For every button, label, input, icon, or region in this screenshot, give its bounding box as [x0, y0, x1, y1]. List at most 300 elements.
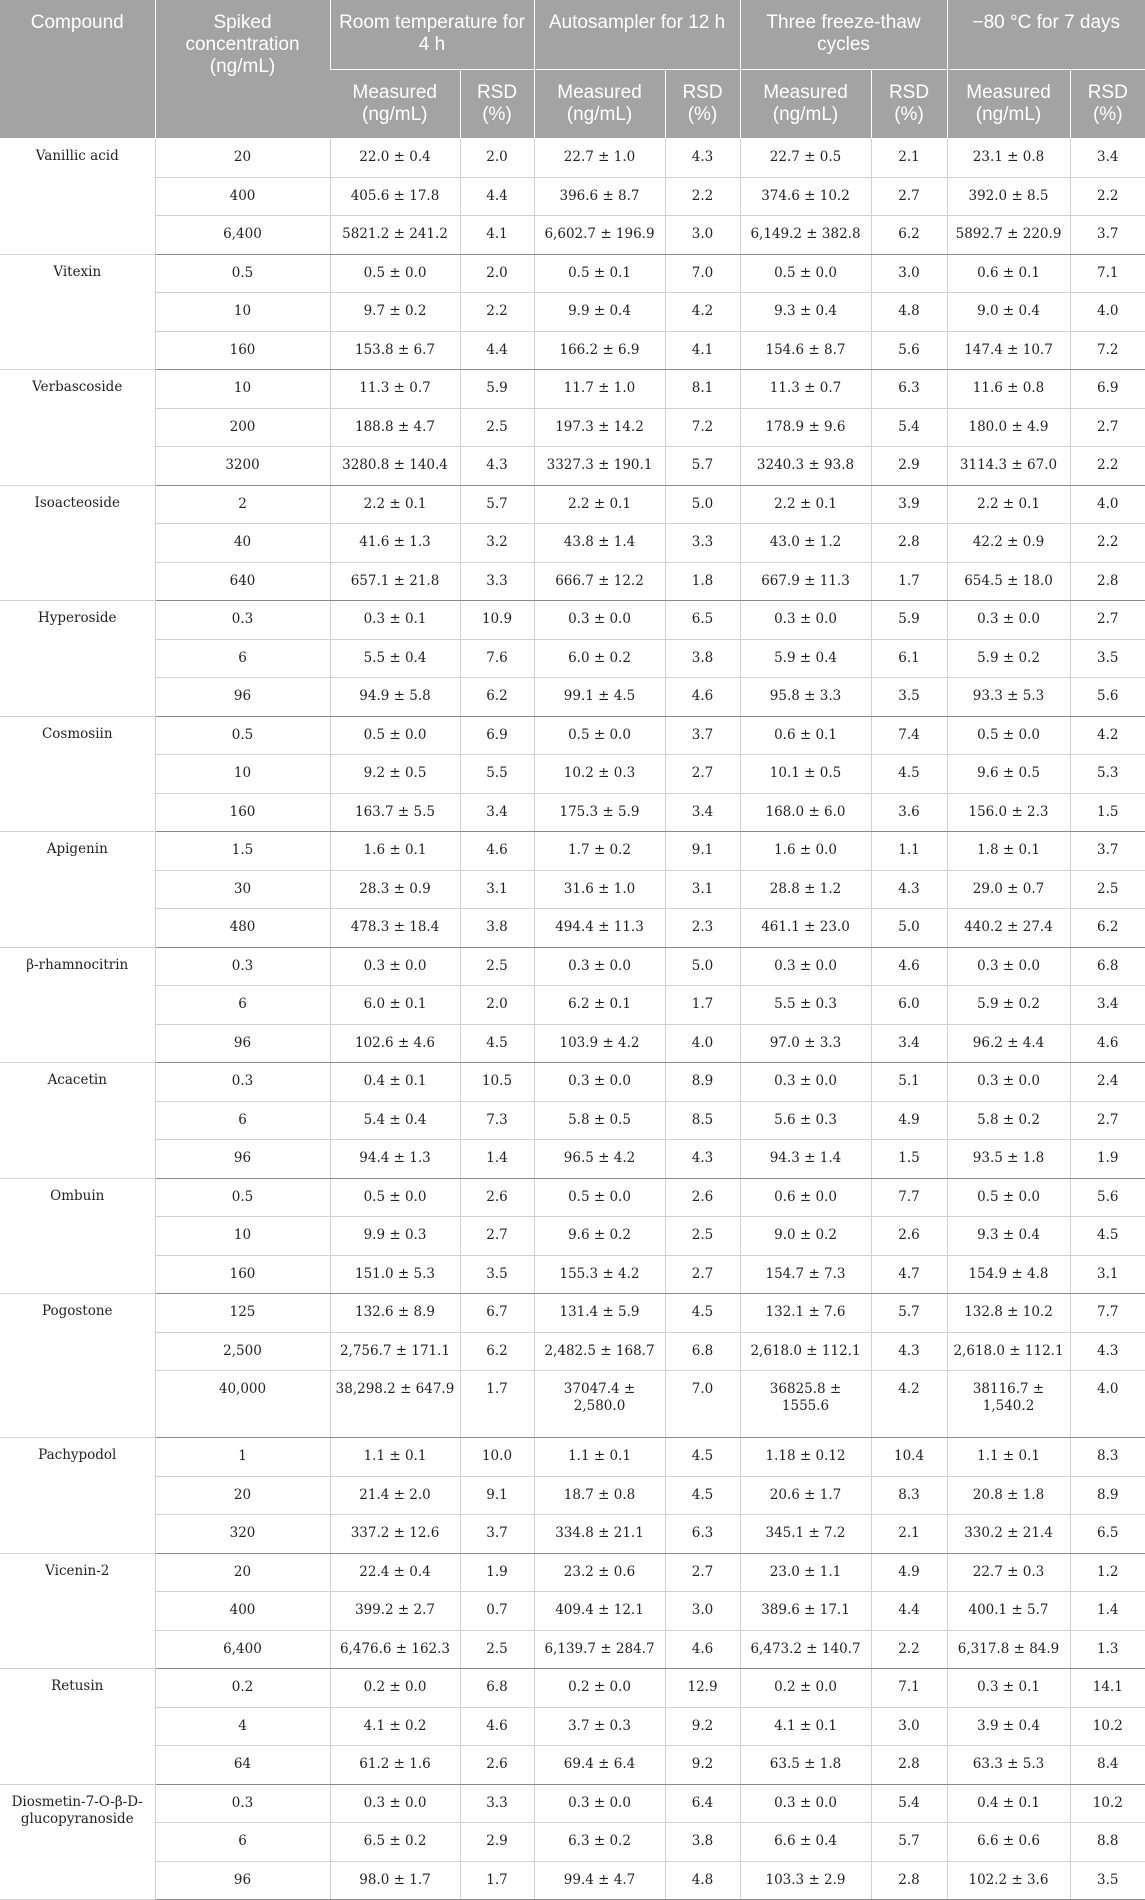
rsd-cell: 1.4	[1070, 1592, 1145, 1631]
rsd-cell: 2.5	[665, 1217, 740, 1256]
measured-cell: 0.3 ± 0.0	[740, 601, 871, 640]
measured-cell: 132.6 ± 8.9	[330, 1294, 460, 1333]
rsd-cell: 7.2	[665, 408, 740, 447]
compound-cell: Isoacteoside	[0, 485, 155, 601]
rsd-cell: 2.7	[460, 1217, 534, 1256]
spiked-cell: 10	[155, 1217, 330, 1256]
measured-cell: 0.3 ± 0.0	[947, 601, 1070, 640]
measured-cell: 154.6 ± 8.7	[740, 331, 871, 370]
rsd-cell: 2.7	[1070, 601, 1145, 640]
rsd-cell: 7.0	[665, 1371, 740, 1438]
table-row	[0, 1630, 1145, 1669]
measured-cell: 0.5 ± 0.0	[534, 1178, 665, 1217]
table-row	[0, 639, 1145, 678]
rsd-cell: 3.7	[460, 1515, 534, 1554]
measured-cell: 94.4 ± 1.3	[330, 1140, 460, 1179]
table-row	[0, 1332, 1145, 1371]
measured-cell: 0.3 ± 0.0	[534, 1063, 665, 1102]
measured-cell: 0.3 ± 0.0	[330, 947, 460, 986]
measured-cell: 657.1 ± 21.8	[330, 562, 460, 601]
rsd-cell: 4.9	[871, 1553, 947, 1592]
rsd-cell: 8.4	[1070, 1746, 1145, 1785]
table-row	[0, 1784, 1145, 1823]
measured-cell: 9.9 ± 0.4	[534, 293, 665, 332]
measured-cell: 38,298.2 ± 647.9	[330, 1371, 460, 1438]
measured-cell: 1.7 ± 0.2	[534, 832, 665, 871]
measured-cell: 461.1 ± 23.0	[740, 909, 871, 948]
compound-cell: Cosmosiin	[0, 716, 155, 832]
rsd-cell: 2.7	[665, 1553, 740, 1592]
spiked-cell: 1.5	[155, 832, 330, 871]
rsd-cell: 8.9	[1070, 1476, 1145, 1515]
spiked-cell: 10	[155, 755, 330, 794]
measured-cell: 5.5 ± 0.4	[330, 639, 460, 678]
measured-cell: 94.9 ± 5.8	[330, 678, 460, 717]
rsd-cell: 6.0	[871, 986, 947, 1025]
rsd-cell: 2.6	[871, 1217, 947, 1256]
table-row	[0, 370, 1145, 409]
rsd-cell: 14.1	[1070, 1669, 1145, 1708]
rsd-cell: 1.7	[871, 562, 947, 601]
rsd-cell: 2.2	[665, 177, 740, 216]
measured-cell: 399.2 ± 2.7	[330, 1592, 460, 1631]
table-body	[0, 139, 1145, 1900]
measured-cell: 6,139.7 ± 284.7	[534, 1630, 665, 1669]
measured-cell: 18.7 ± 0.8	[534, 1476, 665, 1515]
rsd-cell: 5.1	[871, 1063, 947, 1102]
rsd-cell: 3.1	[460, 870, 534, 909]
table-row	[0, 524, 1145, 563]
measured-cell: 103.3 ± 2.9	[740, 1861, 871, 1900]
measured-cell: 96.2 ± 4.4	[947, 1024, 1070, 1063]
measured-cell: 6.0 ± 0.2	[534, 639, 665, 678]
rsd-cell: 5.7	[665, 447, 740, 486]
measured-cell: 180.0 ± 4.9	[947, 408, 1070, 447]
spiked-cell: 0.5	[155, 1178, 330, 1217]
table-row	[0, 986, 1145, 1025]
compound-cell: Diosmetin-7-O-β-D-glucopyranoside	[0, 1784, 155, 1900]
spiked-cell: 30	[155, 870, 330, 909]
measured-cell: 154.9 ± 4.8	[947, 1255, 1070, 1294]
rsd-cell: 2.8	[871, 1861, 947, 1900]
spiked-cell: 20	[155, 139, 330, 178]
header-rsd: RSD (%)	[665, 70, 740, 139]
rsd-cell: 4.6	[460, 1707, 534, 1746]
spiked-cell: 6	[155, 639, 330, 678]
rsd-cell: 4.2	[665, 293, 740, 332]
measured-cell: 6,602.7 ± 196.9	[534, 216, 665, 255]
spiked-cell: 3200	[155, 447, 330, 486]
measured-cell: 0.3 ± 0.0	[534, 947, 665, 986]
rsd-cell: 5.4	[871, 1784, 947, 1823]
rsd-cell: 4.6	[665, 678, 740, 717]
measured-cell: 2.2 ± 0.1	[947, 485, 1070, 524]
rsd-cell: 10.5	[460, 1063, 534, 1102]
measured-cell: 0.3 ± 0.0	[947, 947, 1070, 986]
measured-cell: 22.7 ± 0.5	[740, 139, 871, 178]
rsd-cell: 2.5	[460, 947, 534, 986]
measured-cell: 6.2 ± 0.1	[534, 986, 665, 1025]
spiked-cell: 40	[155, 524, 330, 563]
measured-cell: 9.0 ± 0.2	[740, 1217, 871, 1256]
rsd-cell: 6.5	[665, 601, 740, 640]
measured-cell: 1.6 ± 0.1	[330, 832, 460, 871]
measured-cell: 38116.7 ± 1,540.2	[947, 1371, 1070, 1438]
spiked-cell: 10	[155, 293, 330, 332]
rsd-cell: 4.6	[1070, 1024, 1145, 1063]
rsd-cell: 1.5	[1070, 793, 1145, 832]
rsd-cell: 7.0	[665, 254, 740, 293]
rsd-cell: 4.1	[460, 216, 534, 255]
measured-cell: 21.4 ± 2.0	[330, 1476, 460, 1515]
spiked-cell: 0.2	[155, 1669, 330, 1708]
rsd-cell: 6.7	[460, 1294, 534, 1333]
measured-cell: 2.2 ± 0.1	[330, 485, 460, 524]
rsd-cell: 10.9	[460, 601, 534, 640]
measured-cell: 103.9 ± 4.2	[534, 1024, 665, 1063]
table-row	[0, 331, 1145, 370]
table-row	[0, 485, 1145, 524]
measured-cell: 197.3 ± 14.2	[534, 408, 665, 447]
header-freeze-thaw: Three freeze-thaw cycles	[740, 0, 947, 70]
rsd-cell: 10.2	[1070, 1784, 1145, 1823]
measured-cell: 6.0 ± 0.1	[330, 986, 460, 1025]
compound-cell: Retusin	[0, 1669, 155, 1785]
rsd-cell: 4.8	[665, 1861, 740, 1900]
compound-cell: Verbascoside	[0, 370, 155, 486]
header-spiked-concentration: Spiked concentration (ng/mL)	[155, 0, 330, 139]
measured-cell: 0.5 ± 0.0	[740, 254, 871, 293]
header-measured: Measured (ng/mL)	[740, 70, 871, 139]
measured-cell: 151.0 ± 5.3	[330, 1255, 460, 1294]
rsd-cell: 5.7	[871, 1823, 947, 1862]
rsd-cell: 4.5	[665, 1294, 740, 1333]
measured-cell: 131.4 ± 5.9	[534, 1294, 665, 1333]
table-row	[0, 1707, 1145, 1746]
spiked-cell: 160	[155, 1255, 330, 1294]
measured-cell: 0.5 ± 0.0	[947, 716, 1070, 755]
measured-cell: 6,476.6 ± 162.3	[330, 1630, 460, 1669]
measured-cell: 3280.8 ± 140.4	[330, 447, 460, 486]
measured-cell: 42.2 ± 0.9	[947, 524, 1070, 563]
header-autosampler: Autosampler for 12 h	[534, 0, 740, 70]
rsd-cell: 2.5	[460, 1630, 534, 1669]
spiked-cell: 160	[155, 793, 330, 832]
measured-cell: 389.6 ± 17.1	[740, 1592, 871, 1631]
rsd-cell: 1.2	[1070, 1553, 1145, 1592]
rsd-cell: 9.1	[460, 1476, 534, 1515]
spiked-cell: 160	[155, 331, 330, 370]
table-row	[0, 1823, 1145, 1862]
spiked-cell: 96	[155, 1861, 330, 1900]
measured-cell: 6,149.2 ± 382.8	[740, 216, 871, 255]
rsd-cell: 3.6	[871, 793, 947, 832]
rsd-cell: 3.2	[460, 524, 534, 563]
rsd-cell: 3.7	[665, 716, 740, 755]
rsd-cell: 4.0	[665, 1024, 740, 1063]
measured-cell: 3327.3 ± 190.1	[534, 447, 665, 486]
rsd-cell: 7.7	[871, 1178, 947, 1217]
measured-cell: 69.4 ± 6.4	[534, 1746, 665, 1785]
measured-cell: 6,473.2 ± 140.7	[740, 1630, 871, 1669]
measured-cell: 11.3 ± 0.7	[740, 370, 871, 409]
measured-cell: 23.2 ± 0.6	[534, 1553, 665, 1592]
table-row	[0, 139, 1145, 178]
measured-cell: 9.9 ± 0.3	[330, 1217, 460, 1256]
rsd-cell: 1.5	[871, 1140, 947, 1179]
rsd-cell: 4.4	[871, 1592, 947, 1631]
compound-cell: Apigenin	[0, 832, 155, 948]
table-row	[0, 1669, 1145, 1708]
rsd-cell: 1.1	[871, 832, 947, 871]
rsd-cell: 2.6	[460, 1746, 534, 1785]
rsd-cell: 4.5	[871, 755, 947, 794]
rsd-cell: 2.2	[871, 1630, 947, 1669]
spiked-cell: 2	[155, 485, 330, 524]
measured-cell: 11.6 ± 0.8	[947, 370, 1070, 409]
rsd-cell: 2.7	[1070, 408, 1145, 447]
measured-cell: 99.4 ± 4.7	[534, 1861, 665, 1900]
spiked-cell: 6	[155, 1101, 330, 1140]
rsd-cell: 3.8	[665, 1823, 740, 1862]
rsd-cell: 9.2	[665, 1746, 740, 1785]
spiked-cell: 400	[155, 177, 330, 216]
spiked-cell: 0.5	[155, 254, 330, 293]
measured-cell: 10.1 ± 0.5	[740, 755, 871, 794]
measured-cell: 156.0 ± 2.3	[947, 793, 1070, 832]
table-row	[0, 1294, 1145, 1333]
spiked-cell: 96	[155, 678, 330, 717]
measured-cell: 97.0 ± 3.3	[740, 1024, 871, 1063]
spiked-cell: 1	[155, 1438, 330, 1477]
measured-cell: 478.3 ± 18.4	[330, 909, 460, 948]
measured-cell: 2,482.5 ± 168.7	[534, 1332, 665, 1371]
table-row	[0, 716, 1145, 755]
measured-cell: 9.6 ± 0.5	[947, 755, 1070, 794]
compound-cell: β-rhamnocitrin	[0, 947, 155, 1063]
rsd-cell: 6.2	[460, 1332, 534, 1371]
measured-cell: 163.7 ± 5.5	[330, 793, 460, 832]
measured-cell: 99.1 ± 4.5	[534, 678, 665, 717]
measured-cell: 5.9 ± 0.4	[740, 639, 871, 678]
header-minus80: −80 °C for 7 days	[947, 0, 1145, 70]
rsd-cell: 2.8	[871, 1746, 947, 1785]
measured-cell: 667.9 ± 11.3	[740, 562, 871, 601]
rsd-cell: 3.3	[460, 562, 534, 601]
compound-cell: Vitexin	[0, 254, 155, 370]
measured-cell: 5821.2 ± 241.2	[330, 216, 460, 255]
table-row	[0, 1217, 1145, 1256]
rsd-cell: 2.9	[460, 1823, 534, 1862]
measured-cell: 0.3 ± 0.0	[740, 947, 871, 986]
rsd-cell: 8.3	[871, 1476, 947, 1515]
measured-cell: 61.2 ± 1.6	[330, 1746, 460, 1785]
measured-cell: 102.2 ± 3.6	[947, 1861, 1070, 1900]
rsd-cell: 4.7	[871, 1255, 947, 1294]
rsd-cell: 1.7	[460, 1861, 534, 1900]
measured-cell: 9.3 ± 0.4	[947, 1217, 1070, 1256]
rsd-cell: 3.5	[871, 678, 947, 717]
rsd-cell: 2.7	[871, 177, 947, 216]
header-measured: Measured (ng/mL)	[330, 70, 460, 139]
rsd-cell: 8.5	[665, 1101, 740, 1140]
rsd-cell: 4.0	[1070, 485, 1145, 524]
rsd-cell: 6.3	[871, 370, 947, 409]
rsd-cell: 4.4	[460, 331, 534, 370]
rsd-cell: 5.7	[871, 1294, 947, 1333]
measured-cell: 405.6 ± 17.8	[330, 177, 460, 216]
rsd-cell: 8.9	[665, 1063, 740, 1102]
spiked-cell: 4	[155, 1707, 330, 1746]
measured-cell: 1.1 ± 0.1	[330, 1438, 460, 1477]
measured-cell: 5.9 ± 0.2	[947, 639, 1070, 678]
measured-cell: 409.4 ± 12.1	[534, 1592, 665, 1631]
rsd-cell: 6.2	[871, 216, 947, 255]
rsd-cell: 1.7	[460, 1371, 534, 1438]
rsd-cell: 8.3	[1070, 1438, 1145, 1477]
measured-cell: 666.7 ± 12.2	[534, 562, 665, 601]
measured-cell: 2.2 ± 0.1	[740, 485, 871, 524]
measured-cell: 6.6 ± 0.6	[947, 1823, 1070, 1862]
measured-cell: 0.3 ± 0.0	[330, 1784, 460, 1823]
rsd-cell: 4.6	[665, 1630, 740, 1669]
rsd-cell: 5.0	[665, 947, 740, 986]
measured-cell: 5.6 ± 0.3	[740, 1101, 871, 1140]
rsd-cell: 5.0	[871, 909, 947, 948]
rsd-cell: 3.3	[460, 1784, 534, 1823]
rsd-cell: 4.9	[871, 1101, 947, 1140]
spiked-cell: 200	[155, 408, 330, 447]
measured-cell: 95.8 ± 3.3	[740, 678, 871, 717]
spiked-cell: 96	[155, 1024, 330, 1063]
rsd-cell: 10.2	[1070, 1707, 1145, 1746]
spiked-cell: 0.3	[155, 601, 330, 640]
measured-cell: 29.0 ± 0.7	[947, 870, 1070, 909]
table-row	[0, 1140, 1145, 1179]
compound-cell: Acacetin	[0, 1063, 155, 1179]
rsd-cell: 7.1	[1070, 254, 1145, 293]
measured-cell: 93.5 ± 1.8	[947, 1140, 1070, 1179]
measured-cell: 1.18 ± 0.12	[740, 1438, 871, 1477]
header-measured: Measured (ng/mL)	[534, 70, 665, 139]
rsd-cell: 5.6	[1070, 678, 1145, 717]
measured-cell: 345.1 ± 7.2	[740, 1515, 871, 1554]
rsd-cell: 4.8	[871, 293, 947, 332]
rsd-cell: 3.7	[1070, 216, 1145, 255]
measured-cell: 494.4 ± 11.3	[534, 909, 665, 948]
spiked-cell: 40,000	[155, 1371, 330, 1438]
spiked-cell: 0.3	[155, 947, 330, 986]
rsd-cell: 3.0	[665, 216, 740, 255]
spiked-cell: 2,500	[155, 1332, 330, 1371]
rsd-cell: 4.5	[665, 1438, 740, 1477]
rsd-cell: 6.2	[460, 678, 534, 717]
table-row	[0, 793, 1145, 832]
spiked-cell: 400	[155, 1592, 330, 1631]
measured-cell: 0.3 ± 0.0	[534, 601, 665, 640]
table-row	[0, 1861, 1145, 1900]
measured-cell: 132.8 ± 10.2	[947, 1294, 1070, 1333]
measured-cell: 31.6 ± 1.0	[534, 870, 665, 909]
compound-cell: Pogostone	[0, 1294, 155, 1438]
header-rsd: RSD (%)	[460, 70, 534, 139]
measured-cell: 1.1 ± 0.1	[947, 1438, 1070, 1477]
measured-cell: 93.3 ± 5.3	[947, 678, 1070, 717]
measured-cell: 3.9 ± 0.4	[947, 1707, 1070, 1746]
measured-cell: 23.0 ± 1.1	[740, 1553, 871, 1592]
rsd-cell: 2.0	[460, 986, 534, 1025]
rsd-cell: 2.3	[665, 909, 740, 948]
measured-cell: 22.7 ± 0.3	[947, 1553, 1070, 1592]
measured-cell: 11.7 ± 1.0	[534, 370, 665, 409]
rsd-cell: 6.4	[665, 1784, 740, 1823]
rsd-cell: 2.1	[871, 1515, 947, 1554]
measured-cell: 36825.8 ± 1555.6	[740, 1371, 871, 1438]
measured-cell: 0.6 ± 0.1	[947, 254, 1070, 293]
rsd-cell: 1.4	[460, 1140, 534, 1179]
measured-cell: 5.8 ± 0.2	[947, 1101, 1070, 1140]
header-measured: Measured (ng/mL)	[947, 70, 1070, 139]
rsd-cell: 4.3	[1070, 1332, 1145, 1371]
rsd-cell: 4.5	[460, 1024, 534, 1063]
rsd-cell: 3.4	[1070, 986, 1145, 1025]
measured-cell: 2,756.7 ± 171.1	[330, 1332, 460, 1371]
measured-cell: 11.3 ± 0.7	[330, 370, 460, 409]
rsd-cell: 3.0	[665, 1592, 740, 1631]
table-row	[0, 678, 1145, 717]
table-row	[0, 562, 1145, 601]
table-row	[0, 254, 1145, 293]
rsd-cell: 9.2	[665, 1707, 740, 1746]
table-row	[0, 1438, 1145, 1477]
rsd-cell: 4.3	[871, 1332, 947, 1371]
rsd-cell: 1.3	[1070, 1630, 1145, 1669]
rsd-cell: 1.8	[665, 562, 740, 601]
measured-cell: 6.5 ± 0.2	[330, 1823, 460, 1862]
rsd-cell: 2.2	[1070, 447, 1145, 486]
measured-cell: 9.6 ± 0.2	[534, 1217, 665, 1256]
measured-cell: 28.3 ± 0.9	[330, 870, 460, 909]
measured-cell: 0.5 ± 0.1	[534, 254, 665, 293]
spiked-cell: 0.3	[155, 1784, 330, 1823]
measured-cell: 0.5 ± 0.0	[330, 716, 460, 755]
rsd-cell: 5.0	[665, 485, 740, 524]
rsd-cell: 3.4	[460, 793, 534, 832]
rsd-cell: 2.0	[460, 139, 534, 178]
measured-cell: 0.3 ± 0.0	[947, 1063, 1070, 1102]
table-row	[0, 1746, 1145, 1785]
measured-cell: 654.5 ± 18.0	[947, 562, 1070, 601]
measured-cell: 6,317.8 ± 84.9	[947, 1630, 1070, 1669]
rsd-cell: 4.3	[460, 447, 534, 486]
measured-cell: 0.2 ± 0.0	[534, 1669, 665, 1708]
rsd-cell: 3.3	[665, 524, 740, 563]
rsd-cell: 5.3	[1070, 755, 1145, 794]
rsd-cell: 2.8	[871, 524, 947, 563]
measured-cell: 5.9 ± 0.2	[947, 986, 1070, 1025]
table-row	[0, 832, 1145, 871]
measured-cell: 3240.3 ± 93.8	[740, 447, 871, 486]
measured-cell: 102.6 ± 4.6	[330, 1024, 460, 1063]
compound-cell: Ombuin	[0, 1178, 155, 1294]
rsd-cell: 3.5	[1070, 1861, 1145, 1900]
spiked-cell: 20	[155, 1476, 330, 1515]
spiked-cell: 6,400	[155, 216, 330, 255]
compound-cell: Pachypodol	[0, 1438, 155, 1554]
table-row	[0, 1592, 1145, 1631]
measured-cell: 4.1 ± 0.2	[330, 1707, 460, 1746]
rsd-cell: 3.8	[665, 639, 740, 678]
